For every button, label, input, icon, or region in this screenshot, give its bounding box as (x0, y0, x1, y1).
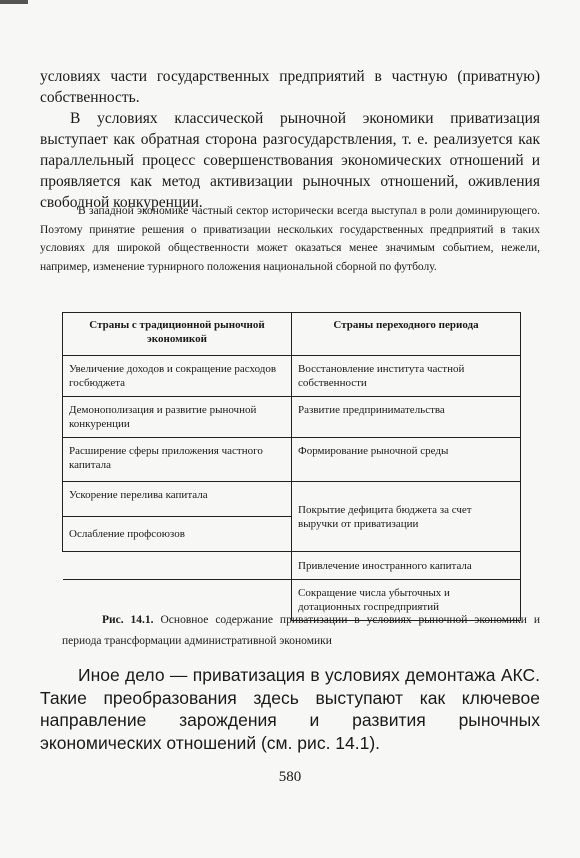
right-cell: Формирование рыночной среды (292, 438, 521, 482)
right-cell-merged: Покрытие дефицита бюджета за счет выручки от приватизации (292, 482, 521, 552)
left-cell: Ускорение перелива капитала (63, 482, 292, 517)
caption-label: Рис. 14.1. (102, 614, 154, 626)
header-transition-countries: Страны переходного периода (292, 313, 521, 356)
page-corner-mark (0, 0, 28, 4)
paragraph-classical-economy: В условиях классической рыночной экономики приватизация выступает как обратная сторона разгосударствления, т. е. реализуется как параллельный процесс совершенствования экономических отношений и проявляется как метод активизации рыночных отношений, оживления свободной конкуренции. (40, 110, 540, 211)
table-header-row (63, 313, 521, 356)
right-cell: Сокращение числа убыточных и дотационных госпредприятий (292, 580, 521, 621)
table-row (63, 356, 521, 397)
table-row (63, 438, 521, 482)
right-cell: Восстановление института частной собственности (292, 356, 521, 397)
left-cell: Ослабление профсоюзов (63, 517, 292, 552)
figure-caption (62, 610, 540, 652)
paragraph-dismantling-aks: Иное дело — приватизация в условиях демонтажа АКС. Такие преобразования здесь выступают как ключевое направление зарождения и развития рыночных экономических отношений (см. рис. 14.1). (40, 665, 540, 753)
table-row (63, 552, 521, 580)
paragraph-continuation: условиях части государственных предприятий в частную (приватную) собственность. (40, 68, 540, 106)
caption-text: Основное содержание приватизации в условиях рыночной экономики и периода трансформации административной экономики (62, 614, 541, 647)
table-row (63, 482, 521, 517)
privatization-figure-table (62, 312, 521, 621)
right-cell: Развитие предпринимательства (292, 397, 521, 438)
table-row (63, 397, 521, 438)
empty-cell (63, 552, 292, 580)
header-traditional-economy: Страны с традиционной рыночной экономикой (63, 313, 292, 356)
left-cell: Демонополизация и развитие рыночной конкуренции (63, 397, 292, 438)
page-number: 580 (278, 769, 302, 785)
right-cell: Привлечение иностранного капитала (292, 552, 521, 580)
left-cell: Расширение сферы приложения частного капитала (63, 438, 292, 482)
paragraph-western-economy: В западной экономике частный сектор исторически всегда выступал в роли доминирующего. Поэтому принятие решения о приватизации нескольких государственных предприятий в таких условиях для широкой общественности может оказаться менее значимым событием, нежели, например, изменение турнирного положения национальной сборной по футболу. (40, 205, 540, 273)
left-cell: Увеличение доходов и сокращение расходов госбюджета (63, 356, 292, 397)
